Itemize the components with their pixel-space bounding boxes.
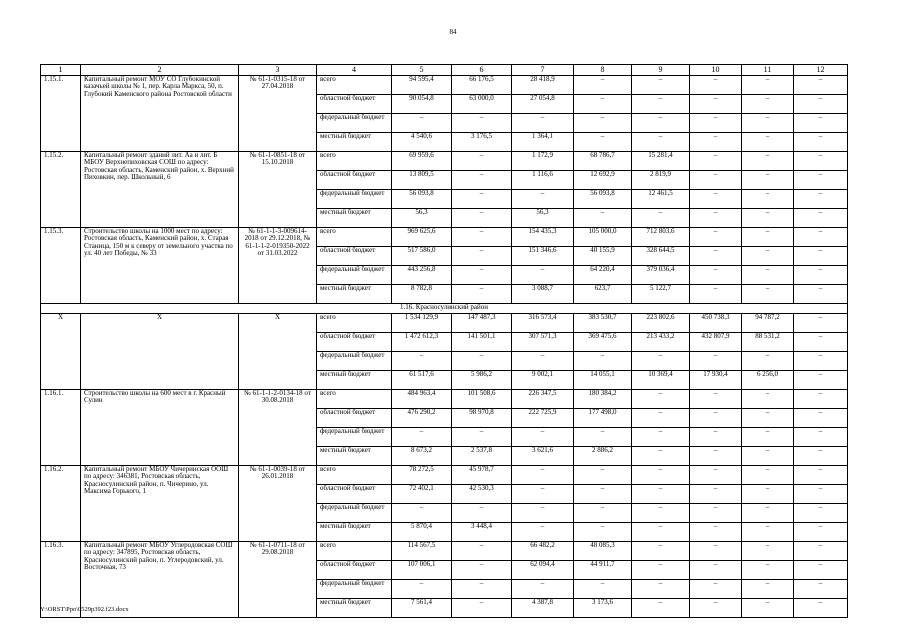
amount-cell: – [794, 133, 848, 152]
budget-type: местный бюджет [317, 599, 392, 618]
amount-cell: 94 787,2 [742, 314, 794, 333]
amount-cell: – [452, 504, 512, 523]
amount-cell: – [794, 247, 848, 266]
amount-cell: – [794, 266, 848, 285]
column-header: 4 [317, 65, 392, 76]
amount-cell: 12 692,9 [574, 171, 632, 190]
amount-cell: – [452, 190, 512, 209]
amount-cell: 101 508,6 [452, 390, 512, 409]
budget-type: федеральный бюджет [317, 114, 392, 133]
amount-cell: – [794, 485, 848, 504]
budget-type: местный бюджет [317, 209, 392, 228]
amount-cell: – [632, 485, 690, 504]
amount-cell: 1 534 129,9 [392, 314, 452, 333]
amount-cell: – [392, 504, 452, 523]
header-row [41, 65, 848, 76]
amount-cell: 517 586,0 [392, 247, 452, 266]
amount-cell: – [632, 523, 690, 542]
document-ref: № 61-1-1-3-009614-2018 от 29.12.2018, № 61-1-1-2-019350-2022 от 31.03.2022 [239, 228, 317, 304]
amount-cell: – [452, 209, 512, 228]
amount-cell: 7 561,4 [392, 599, 452, 618]
budget-type: всего [317, 228, 392, 247]
amount-cell: – [392, 114, 452, 133]
amount-cell: – [742, 95, 794, 114]
amount-cell: – [742, 599, 794, 618]
budget-type: федеральный бюджет [317, 428, 392, 447]
budget-type: областной бюджет [317, 561, 392, 580]
amount-cell: – [742, 485, 794, 504]
amount-cell: – [632, 542, 690, 561]
amount-cell: 90 054,8 [392, 95, 452, 114]
amount-cell: 105 000,0 [574, 228, 632, 247]
amount-cell: 4 540,6 [392, 133, 452, 152]
amount-cell: 316 573,4 [512, 314, 574, 333]
amount-cell: – [574, 580, 632, 599]
amount-cell: 13 809,5 [392, 171, 452, 190]
object-name: Капитальный ремонт МБОУ Чичеринская ООШ по адресу: 346381, Ростовская область, Красносулинский район, п. Чичерино, ул. Максима Горького, 1 [81, 466, 239, 542]
amount-cell: – [632, 390, 690, 409]
amount-cell: 222 725,9 [512, 409, 574, 428]
amount-cell: – [690, 447, 742, 466]
document-ref: № 61-1-0711-18 от 29.08.2018 [239, 542, 317, 618]
amount-cell: 1 116,6 [512, 171, 574, 190]
column-header: 12 [794, 65, 848, 76]
amount-cell: 56,3 [392, 209, 452, 228]
amount-cell: 66 176,5 [452, 76, 512, 95]
amount-cell: 1 364,1 [512, 133, 574, 152]
amount-cell: – [742, 428, 794, 447]
amount-cell: – [690, 428, 742, 447]
amount-cell: – [742, 409, 794, 428]
amount-cell: – [452, 580, 512, 599]
amount-cell: 28 418,9 [512, 76, 574, 95]
amount-cell: 8 782,8 [392, 285, 452, 304]
amount-cell: 2 886,2 [574, 447, 632, 466]
amount-cell: – [690, 190, 742, 209]
amount-cell: – [794, 190, 848, 209]
amount-cell: 40 155,9 [574, 247, 632, 266]
amount-cell: – [632, 409, 690, 428]
budget-type: местный бюджет [317, 523, 392, 542]
amount-cell: 484 963,4 [392, 390, 452, 409]
amount-cell: – [574, 485, 632, 504]
amount-cell: – [392, 352, 452, 371]
amount-cell: – [742, 561, 794, 580]
amount-cell: – [452, 542, 512, 561]
column-header: 5 [392, 65, 452, 76]
object-name: Капитальный ремонт зданий лит. Аа и лит. Б МБОУ Верхнепиховская СОШ по адресу: Ростовская область, Каменский район, х. Верхний Пиховкин, пер. Школьный, 6 [81, 152, 239, 228]
amount-cell: 48 085,3 [574, 542, 632, 561]
amount-cell: – [392, 580, 452, 599]
amount-cell: – [690, 209, 742, 228]
budget-type: всего [317, 314, 392, 333]
amount-cell: 2 537,8 [452, 447, 512, 466]
amount-cell: – [690, 523, 742, 542]
column-header: 10 [690, 65, 742, 76]
budget-type: всего [317, 390, 392, 409]
amount-cell: 64 220,4 [574, 266, 632, 285]
amount-cell: 177 498,0 [574, 409, 632, 428]
amount-cell: – [690, 504, 742, 523]
amount-cell: – [690, 285, 742, 304]
amount-cell: 66 482,2 [512, 542, 574, 561]
amount-cell: – [794, 76, 848, 95]
object-name: Капитальный ремонт МБОУ Углеродовская СОШ по адресу: 347895, Ростовская область, Красносулинский район, п. Углеродовский, ул. Восточная, 73 [81, 542, 239, 618]
amount-cell: 98 970,8 [452, 409, 512, 428]
amount-cell: – [794, 371, 848, 390]
amount-cell: – [632, 76, 690, 95]
amount-cell: – [794, 209, 848, 228]
amount-cell: 3 448,4 [452, 523, 512, 542]
amount-cell: – [742, 247, 794, 266]
amount-cell: 5 986,2 [452, 371, 512, 390]
amount-cell: 2 819,9 [632, 171, 690, 190]
amount-cell: – [794, 314, 848, 333]
amount-cell: – [742, 580, 794, 599]
amount-cell: 10 369,4 [632, 371, 690, 390]
amount-cell: – [690, 266, 742, 285]
amount-cell: – [794, 561, 848, 580]
amount-cell: – [392, 428, 452, 447]
amount-cell: – [632, 95, 690, 114]
table-row [41, 314, 848, 333]
amount-cell: 45 978,7 [452, 466, 512, 485]
amount-cell: 443 256,8 [392, 266, 452, 285]
document-ref: № 61-1-1-2-0134-18 от 30.08.2018 [239, 390, 317, 466]
column-header: 1 [41, 65, 81, 76]
object-name: Капитальный ремонт МОУ СО Глубокинской казачьей школы № 1, пер. Карла Маркса, 50, п. Глубокий Каменского района Ростовской области [81, 76, 239, 152]
amount-cell: – [632, 561, 690, 580]
amount-cell: 107 006,1 [392, 561, 452, 580]
amount-cell: – [632, 599, 690, 618]
amount-cell: – [794, 466, 848, 485]
amount-cell: 3 176,5 [452, 133, 512, 152]
budget-type: федеральный бюджет [317, 190, 392, 209]
document-ref: № 61-1-0039-18 от 26.01.2018 [239, 466, 317, 542]
budget-type: областной бюджет [317, 485, 392, 504]
amount-cell: – [452, 171, 512, 190]
amount-cell: – [690, 580, 742, 599]
amount-cell: – [632, 580, 690, 599]
amount-cell: – [742, 285, 794, 304]
amount-cell: – [794, 285, 848, 304]
amount-cell: – [452, 266, 512, 285]
row-number: 1.15.3. [41, 228, 81, 304]
amount-cell: – [690, 95, 742, 114]
amount-cell: – [512, 114, 574, 133]
amount-cell: – [690, 133, 742, 152]
amount-cell: 712 803,6 [632, 228, 690, 247]
column-header: 11 [742, 65, 794, 76]
amount-cell: – [690, 485, 742, 504]
amount-cell: 223 802,6 [632, 314, 690, 333]
budget-type: местный бюджет [317, 285, 392, 304]
amount-cell: 61 517,6 [392, 371, 452, 390]
amount-cell: – [742, 228, 794, 247]
amount-cell: – [512, 428, 574, 447]
amount-cell: – [512, 352, 574, 371]
amount-cell: 151 346,6 [512, 247, 574, 266]
amount-cell: – [794, 580, 848, 599]
budget-type: местный бюджет [317, 447, 392, 466]
amount-cell: – [742, 352, 794, 371]
amount-cell: – [794, 542, 848, 561]
amount-cell: – [742, 133, 794, 152]
amount-cell: 9 002,1 [512, 371, 574, 390]
budget-type: областной бюджет [317, 171, 392, 190]
amount-cell: – [574, 95, 632, 114]
amount-cell: – [794, 599, 848, 618]
amount-cell: – [452, 352, 512, 371]
amount-cell: – [742, 266, 794, 285]
amount-cell: 8 673,2 [392, 447, 452, 466]
amount-cell: 1 172,9 [512, 152, 574, 171]
budget-type: всего [317, 542, 392, 561]
amount-cell: – [574, 76, 632, 95]
amount-cell: – [794, 352, 848, 371]
amount-cell: – [690, 171, 742, 190]
amount-cell: – [452, 114, 512, 133]
amount-cell: – [632, 504, 690, 523]
amount-cell: 17 930,4 [690, 371, 742, 390]
table-row [41, 466, 848, 485]
amount-cell: 14 055,1 [574, 371, 632, 390]
amount-cell: – [794, 428, 848, 447]
amount-cell: 5 122,7 [632, 285, 690, 304]
table-row [41, 228, 848, 247]
object-name: Строительство школы на 1000 мест по адресу: Ростовская область, Каменский район, х. Старая Станица, 150 м к северу от земельного участка по ул. 40 лет Победы, № 33 [81, 228, 239, 304]
table-row [41, 542, 848, 561]
column-header: 2 [81, 65, 239, 76]
amount-cell: 379 036,4 [632, 266, 690, 285]
amount-cell: – [794, 504, 848, 523]
amount-cell: 69 959,6 [392, 152, 452, 171]
amount-cell: 6 256,0 [742, 371, 794, 390]
amount-cell: – [794, 114, 848, 133]
amount-cell: – [690, 561, 742, 580]
budget-type: областной бюджет [317, 333, 392, 352]
amount-cell: – [794, 228, 848, 247]
budget-type: федеральный бюджет [317, 352, 392, 371]
amount-cell: – [742, 390, 794, 409]
amount-cell: – [512, 523, 574, 542]
amount-cell: 56,3 [512, 209, 574, 228]
amount-cell: 450 738,3 [690, 314, 742, 333]
amount-cell: – [794, 171, 848, 190]
amount-cell: – [574, 114, 632, 133]
amount-cell: – [690, 409, 742, 428]
amount-cell: 623,7 [574, 285, 632, 304]
amount-cell: 62 094,4 [512, 561, 574, 580]
amount-cell: – [512, 266, 574, 285]
column-header: 8 [574, 65, 632, 76]
amount-cell: – [452, 428, 512, 447]
amount-cell: – [452, 285, 512, 304]
amount-cell: – [742, 171, 794, 190]
budget-type: областной бюджет [317, 409, 392, 428]
document-ref: № 61-1-0851-18 от 15.10.2018 [239, 152, 317, 228]
amount-cell: – [574, 523, 632, 542]
amount-cell: – [794, 390, 848, 409]
budget-type: всего [317, 152, 392, 171]
amount-cell: – [742, 152, 794, 171]
amount-cell: – [512, 504, 574, 523]
budget-type: федеральный бюджет [317, 580, 392, 599]
budget-type: областной бюджет [317, 247, 392, 266]
amount-cell: – [690, 228, 742, 247]
budget-table [40, 64, 848, 618]
amount-cell: 5 870,4 [392, 523, 452, 542]
amount-cell: – [574, 504, 632, 523]
amount-cell: – [794, 152, 848, 171]
amount-cell: 432 807,9 [690, 333, 742, 352]
table-row [41, 152, 848, 171]
amount-cell: – [632, 209, 690, 228]
amount-cell: – [632, 466, 690, 485]
object-name: Строительство школы на 600 мест в г. Красный Сулин [81, 390, 239, 466]
amount-cell: – [794, 523, 848, 542]
amount-cell: 3 173,6 [574, 599, 632, 618]
budget-type: местный бюджет [317, 133, 392, 152]
amount-cell: – [742, 114, 794, 133]
amount-cell: 78 272,5 [392, 466, 452, 485]
budget-type: областной бюджет [317, 95, 392, 114]
amount-cell: 476 290,2 [392, 409, 452, 428]
budget-type: федеральный бюджет [317, 504, 392, 523]
amount-cell: 12 461,5 [632, 190, 690, 209]
row-number: Х [41, 314, 81, 390]
row-number: 1.16.1. [41, 390, 81, 466]
amount-cell: 226 347,5 [512, 390, 574, 409]
amount-cell: 180 384,2 [574, 390, 632, 409]
amount-cell: – [452, 152, 512, 171]
object-name: Х [81, 314, 239, 390]
amount-cell: – [690, 114, 742, 133]
amount-cell: – [512, 466, 574, 485]
amount-cell: 3 621,6 [512, 447, 574, 466]
budget-type: местный бюджет [317, 371, 392, 390]
column-header: 3 [239, 65, 317, 76]
amount-cell: 88 531,2 [742, 333, 794, 352]
amount-cell: 56 093,8 [574, 190, 632, 209]
row-number: 1.15.2. [41, 152, 81, 228]
amount-cell: 4 387,8 [512, 599, 574, 618]
amount-cell: 44 911,7 [574, 561, 632, 580]
amount-cell: – [742, 209, 794, 228]
amount-cell: – [742, 542, 794, 561]
column-header: 9 [632, 65, 690, 76]
amount-cell: 141 501,1 [452, 333, 512, 352]
amount-cell: – [742, 447, 794, 466]
amount-cell: 72 402,1 [392, 485, 452, 504]
amount-cell: – [632, 133, 690, 152]
amount-cell: 3 088,7 [512, 285, 574, 304]
column-header: 6 [452, 65, 512, 76]
amount-cell: – [690, 599, 742, 618]
amount-cell: 15 281,4 [632, 152, 690, 171]
amount-cell: – [690, 466, 742, 485]
budget-type: всего [317, 76, 392, 95]
column-header: 7 [512, 65, 574, 76]
amount-cell: 1 472 612,3 [392, 333, 452, 352]
amount-cell: – [574, 352, 632, 371]
document-ref: Х [239, 314, 317, 390]
amount-cell: – [690, 390, 742, 409]
amount-cell: 213 433,2 [632, 333, 690, 352]
amount-cell: – [632, 352, 690, 371]
amount-cell: 383 530,7 [574, 314, 632, 333]
amount-cell: – [574, 209, 632, 228]
amount-cell: – [512, 580, 574, 599]
amount-cell: – [632, 114, 690, 133]
amount-cell: – [632, 447, 690, 466]
amount-cell: – [512, 190, 574, 209]
amount-cell: 63 000,0 [452, 95, 512, 114]
amount-cell: – [690, 76, 742, 95]
budget-type: федеральный бюджет [317, 266, 392, 285]
table-row [41, 76, 848, 95]
amount-cell: – [794, 447, 848, 466]
row-number: 1.16.2. [41, 466, 81, 542]
amount-cell: – [574, 466, 632, 485]
amount-cell: – [742, 504, 794, 523]
amount-cell: – [574, 133, 632, 152]
amount-cell: – [452, 599, 512, 618]
amount-cell: – [794, 409, 848, 428]
amount-cell: – [452, 561, 512, 580]
amount-cell: – [742, 76, 794, 95]
amount-cell: – [742, 466, 794, 485]
row-number: 1.16.3. [41, 542, 81, 618]
amount-cell: – [690, 352, 742, 371]
amount-cell: – [690, 152, 742, 171]
table-row [41, 390, 848, 409]
amount-cell: 969 625,6 [392, 228, 452, 247]
amount-cell: 56 093,8 [392, 190, 452, 209]
amount-cell: 328 644,5 [632, 247, 690, 266]
amount-cell: – [794, 95, 848, 114]
amount-cell: – [632, 428, 690, 447]
amount-cell: – [512, 485, 574, 504]
amount-cell: – [452, 247, 512, 266]
amount-cell: 68 786,7 [574, 152, 632, 171]
section-row [41, 304, 848, 314]
amount-cell: – [794, 333, 848, 352]
document-ref: № 61-1-0315-18 от 27.04.2018 [239, 76, 317, 152]
amount-cell: 27 054,8 [512, 95, 574, 114]
amount-cell: 369 475,6 [574, 333, 632, 352]
footer-path: Y:\ORST\Ppo\0529p392.f23.docx [40, 606, 129, 613]
amount-cell: 154 435,3 [512, 228, 574, 247]
amount-cell: 42 530,3 [452, 485, 512, 504]
row-number: 1.15.1. [41, 76, 81, 152]
budget-type: всего [317, 466, 392, 485]
amount-cell: 307 571,3 [512, 333, 574, 352]
amount-cell: – [574, 428, 632, 447]
amount-cell: – [690, 247, 742, 266]
section-title: 1.16. Красносулинский район [41, 304, 848, 314]
amount-cell: 94 595,4 [392, 76, 452, 95]
table-body [41, 65, 848, 618]
amount-cell: – [690, 542, 742, 561]
amount-cell: – [452, 228, 512, 247]
amount-cell: – [742, 523, 794, 542]
amount-cell: 147 487,3 [452, 314, 512, 333]
amount-cell: – [742, 190, 794, 209]
page-number: 84 [449, 28, 457, 36]
amount-cell: 114 567,5 [392, 542, 452, 561]
